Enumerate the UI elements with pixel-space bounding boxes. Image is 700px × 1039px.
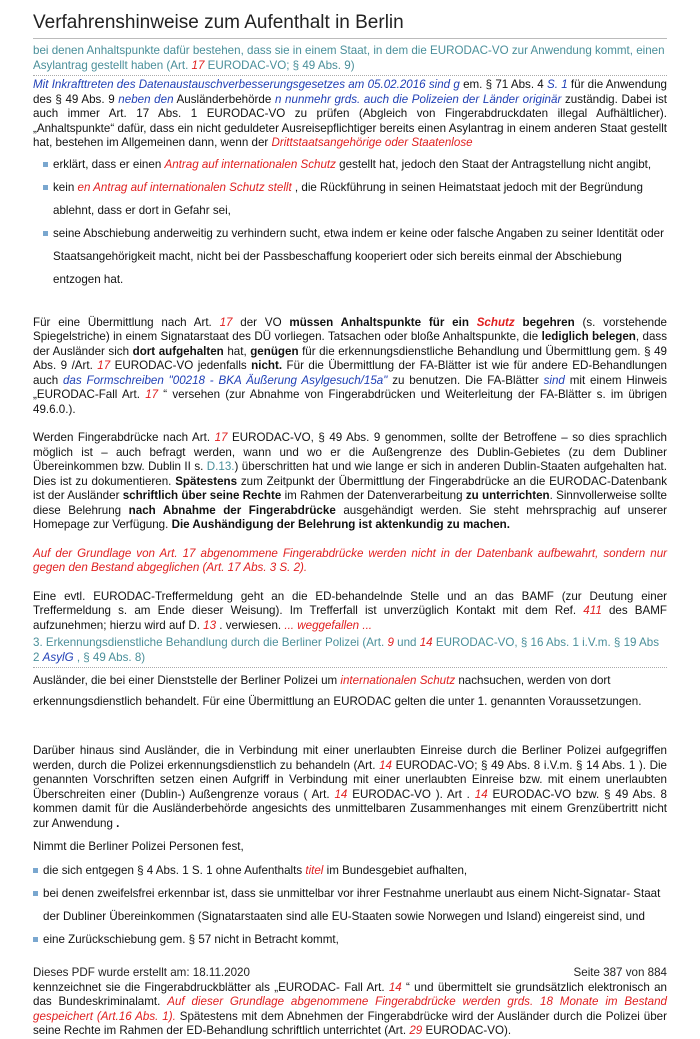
intro-text-a: em. § 71 Abs. 4: [459, 78, 547, 91]
square-bullet-icon: [33, 937, 38, 942]
list-item-text: die sich entgegen § 4 Abs. 1 S. 1 ohne Aufenthalts: [43, 863, 306, 877]
form-reference: das Formschreiben "00218 - BKA Äußerung Asylgesuch/15a": [62, 373, 388, 387]
bold-text: begehren: [514, 315, 575, 329]
text: für die erkennungsdienstliche Behandlung und Übermittlung gem. § 49 Abs. 9 /Art.: [33, 344, 667, 372]
article-number: 14: [334, 787, 348, 801]
d13-link[interactable]: D.13.: [206, 460, 235, 473]
intro-s1: S. 1: [547, 78, 568, 91]
text: Für eine Übermittlung nach Art.: [33, 315, 220, 329]
list-item-red-text: en Antrag auf internationalen Schutz stellt: [77, 180, 292, 194]
arrest-criteria-list: [33, 859, 667, 951]
text: .: [116, 816, 120, 830]
article-number: 9: [387, 636, 394, 649]
intro-text-d: zuständig. Dabei ist auch immer Art. 17 Abs. 1 EURODAC-VO zu prüfen (Abgleich von Fingerabdruckdaten illegal Aufhältlicher). „Anhaltspunkte“ dafür, dass ein nicht geduldeter Ausreisepflichtiger bereits einen Asylantrag in einem anderen Staat gestellt hat, bestehen im Allgemeinen dann, wenn der: [33, 92, 667, 149]
heading-text: EURODAC-VO, § 16 Abs. 1 i.V.m. § 19 Abs 2: [33, 636, 660, 664]
subtitle-tail: EURODAC-VO; § 49 Abs. 9): [204, 59, 355, 72]
removed-note: ... weggefallen ...: [284, 618, 373, 632]
text: “ und übermittelt sie grundsätzlich elektronisch an das Bundeskriminalamt.: [33, 980, 667, 1008]
text: nachsuchen, werden von dort erkennungsdienstlich behandelt. Für eine Übermittlung an EURODAC gelten die unter 1. genannten Voraussetzungen.: [33, 674, 642, 708]
text: im Rahmen der Datenverarbeitung: [281, 489, 466, 502]
bold-text: lediglich belegen: [541, 330, 636, 343]
asylg-term: AsylG: [42, 651, 74, 664]
article-number: 17: [214, 431, 228, 444]
list-item-text-tail: im Bundesgebiet aufhalten,: [323, 863, 468, 877]
list-item: [43, 153, 667, 176]
text: EURODAC-VO; § 49 Abs. 8 i.V.m. § 14 Abs. 1 ). Die genannten Vorschriften setzen einen Aufgriff in Verbindung mit einer unerlaubten Einreise bzw. mit einem unerlaubten Überschreiten einer (Dublin-) Außengrenze voraus ( Art.: [33, 758, 667, 801]
square-bullet-icon: [33, 891, 38, 896]
paragraph-unauthorized-entry: [33, 744, 667, 831]
text: der VO: [232, 315, 290, 329]
article-number: 17: [219, 315, 233, 329]
text: (s. vorstehende Spiegelstriche) in einem Signatarstaat des DÜ vorliegen. Tatsachen oder bloße Anhaltspunkte, die: [33, 315, 667, 343]
list-item: [33, 882, 667, 928]
intro-paragraph: [33, 78, 667, 151]
text: des BAMF aufzunehmen; hierzu wird auf D.: [33, 604, 668, 632]
ref-number: 411: [583, 604, 602, 617]
intro-blue-text-2: neben den: [118, 92, 174, 106]
subtitle-text: bei denen Anhaltspunkte dafür bestehen, dass sie in einem Staat, in dem die EURODAC-VO zur Anwendung kommt, einen Asylantrag gestellt haben (Art.: [33, 44, 665, 72]
text: Ausländer, die bei einer Dienststelle der Berliner Polizei um: [33, 674, 341, 687]
text: Eine evtl. EURODAC-Treffermeldung geht an die ED-behandelnde Stelle und an das BAMF (zur Deutung einer Treffermeldung s. am Ende dieser Weisung). Im Trefferfall ist unverzüglich Kontakt mit dem Ref.: [33, 589, 667, 617]
list-item-red-text: Antrag auf internationalen Schutz: [164, 157, 340, 171]
list-item: [33, 859, 667, 882]
paragraph-hit-report: [33, 590, 667, 634]
criteria-list: [33, 153, 667, 291]
text: . Sinnvollerweise sollte diese Belehrung: [33, 489, 667, 517]
intro-text-c: Ausländerbehörde: [173, 92, 275, 106]
article-number: 14: [388, 980, 402, 994]
intro-text-b: für die Anwendung des § 49 Abs. 9: [33, 78, 667, 106]
bold-text: schriftlich über seine Rechte: [122, 489, 282, 502]
square-bullet-icon: [33, 868, 38, 873]
paragraph-police-asylum: [33, 670, 667, 712]
bold-text: Spätestens: [175, 474, 238, 488]
paragraph-transmission: [33, 316, 667, 418]
article-number: 29: [409, 1024, 423, 1037]
schutz-term: Schutz: [476, 315, 515, 329]
red-note: Auf dieser Grundlage abgenommene Fingerabdrücke werden grds. 18 Monate im Bestand gespeichert (Art.16 Abs. 1).: [33, 995, 667, 1023]
list-item-text-tail: gestellt hat, jedoch den Staat der Antragstellung nicht angibt,: [339, 157, 652, 171]
bold-text: müssen Anhaltspunkte für ein: [289, 315, 477, 329]
list-item-text-tail: , die Rückführung in seinen Heimatstaat jedoch mit der Begründung ablehnt, dass er dort in Gefahr sei,: [53, 180, 643, 217]
text: ausgehändigt werden. Sie steht mehrsprachig auf unserer Homepage zur Verfügung.: [33, 503, 668, 531]
intro-blue-text-3: n nunmehr grds. auch die Polizeien der Länder originär: [274, 92, 562, 106]
red-term: internationalen Schutz: [340, 674, 456, 687]
text: kennzeichnet sie die Fingerabdruckblätter als „EURODAC- Fall Art.: [33, 980, 389, 994]
page-number: Seite 387 von 884: [573, 966, 667, 979]
d13-number: 13: [203, 618, 217, 632]
text: zu benutzen. Die FA-Blätter: [387, 373, 544, 387]
list-item-text: seine Abschiebung anderweitig zu verhindern sucht, etwa indem er keine oder falsche Angaben zu seiner Identität oder Staatsangehörigkeit macht, nicht bei der Passbeschaffung kooperiert oder sich bereits einmal der Abschiebung entzogen hat.: [53, 226, 664, 286]
list-item-text: kein: [53, 180, 78, 194]
page-footer: [33, 966, 667, 979]
paragraph-arrest-intro: Nimmt die Berliner Polizei Personen fest,: [33, 840, 244, 853]
article-number: 14: [419, 636, 433, 649]
document-page: [33, 8, 667, 1039]
text: , dass der Ausländer sich: [33, 330, 667, 358]
text: Darüber hinaus sind Ausländer, die in Verbindung mit einer unerlaubten Einreise durch die Berliner Polizei aufgegriffen werden, durch die Polizei erkennungsdienstlich zu behandeln (Art.: [33, 744, 667, 772]
section-heading-3: [33, 635, 667, 668]
bold-text: nicht.: [251, 359, 283, 372]
intro-red-text: Drittstaatsangehörige oder Staatenlose: [271, 136, 473, 149]
list-item-text: eine Zurückschiebung gem. § 57 nicht in Betracht kommt,: [43, 932, 339, 946]
text: mit einem Hinweis „EURODAC-Fall Art.: [33, 373, 667, 401]
paragraph-storage-note: Auf der Grundlage von Art. 17 abgenommene Fingerabdrücke werden nicht in der Datenbank aufbewahrt, sondern nur gegen den Bestand abgeglichen (Art. 17 Abs. 3 S. 2).: [33, 546, 667, 574]
page-title: Verfahrenshinweise zum Aufenthalt in Berlin: [33, 8, 667, 39]
section-subtitle: [33, 43, 667, 76]
subtitle-art-number: 17: [191, 59, 205, 72]
intro-blue-text: Mit Inkrafttreten des Datenaustauschverbesserungsgesetzes am 05.02.2016 sind g: [33, 78, 460, 91]
list-item: [33, 928, 667, 951]
list-item: [43, 222, 667, 291]
article-number: 14: [379, 758, 392, 772]
text: . verwiesen.: [216, 618, 285, 632]
heading-text: , § 49 Abs. 8): [73, 651, 146, 664]
text: hat,: [223, 344, 251, 358]
text: Werden Fingerabdrücke nach Art.: [33, 431, 215, 444]
text: EURODAC-VO ). Art .: [347, 787, 475, 801]
text: EURODAC-VO jedenfalls: [110, 359, 252, 372]
list-item-text: bei denen zweifelsfrei erkennbar ist, dass sie unmittelbar vor ihrer Festnahme unerlaubt aus einem Nicht-Signatar- Staat der Dubliner Übereinkommen (Signatarstaaten sind alle EU-Staaten sowie Norwegen und Island) eingereist sind, und: [43, 886, 661, 923]
paragraph-fingerprints: [33, 431, 667, 533]
bold-text: genügen: [250, 344, 299, 358]
text: Spätestens mit dem Abnehmen der Fingerabdrücke wird der Ausländer durch die Polizei über seine Rechte im Rahmen der ED-Behandlung schriftlich unterrichtet (Art.: [33, 1009, 667, 1037]
article-number: 17: [97, 359, 111, 372]
bold-text: dort aufgehalten: [132, 344, 224, 358]
article-number: 14: [474, 787, 488, 801]
list-item: [43, 176, 667, 222]
text: EURODAC-VO).: [422, 1024, 512, 1037]
bold-text: zu unterrichten: [465, 489, 550, 502]
list-item-red-text: titel: [305, 863, 324, 877]
heading-text: und: [393, 636, 420, 649]
heading-text: 3. Erkennungsdienstliche Behandlung durch die Berliner Polizei (Art.: [33, 636, 388, 649]
bold-text: nach Abnahme der Fingerabdrücke: [128, 503, 336, 517]
blue-text: sind: [543, 373, 565, 387]
list-item-text: erklärt, dass er einen: [53, 157, 165, 171]
paragraph-eurodac-marking: [33, 981, 667, 1039]
text: “ versehen (zur Abnahme von Fingerabdrücken und Weiterleitung der FA-Blätter s. im übrigen 49.6.0.).: [33, 388, 667, 416]
text: ) überschritten hat und wie lange er sich in anderen Dublin-Staaten aufgehalten hat. Dies ist zu dokumentieren.: [33, 460, 667, 488]
text: EURODAC-VO, § 49 Abs. 9 genommen, sollte der Betroffene – so dies sprachlich möglich ist – auch befragt werden, wann und wo er die Außengrenze des Dublin-Gebietes (zu dem Dubliner Übereinkommen bzw. Dublin II s.: [33, 431, 667, 473]
text: zum Zeitpunkt der Übermittlung der Fingerabdrücke an die EURODAC-Datenbank ist der Ausländer: [33, 474, 667, 502]
text: Für die Übermittlung der FA-Blätter ist wie für andere ED-Behandlungen auch: [33, 359, 667, 387]
square-bullet-icon: [43, 185, 48, 190]
square-bullet-icon: [43, 162, 48, 167]
bold-text: Die Aushändigung der Belehrung ist aktenkundig zu machen.: [171, 518, 510, 531]
pdf-created-date: Dieses PDF wurde erstellt am: 18.11.2020: [33, 966, 250, 979]
text: EURODAC-VO bzw. § 49 Abs. 8 kommen damit für die Ausländerbehörde angesichts des unmittelbaren Zusammenhanges mit einem Grenzübertritt nicht zur Anwendung: [33, 787, 668, 830]
square-bullet-icon: [43, 231, 48, 236]
article-number: 17: [145, 388, 159, 401]
